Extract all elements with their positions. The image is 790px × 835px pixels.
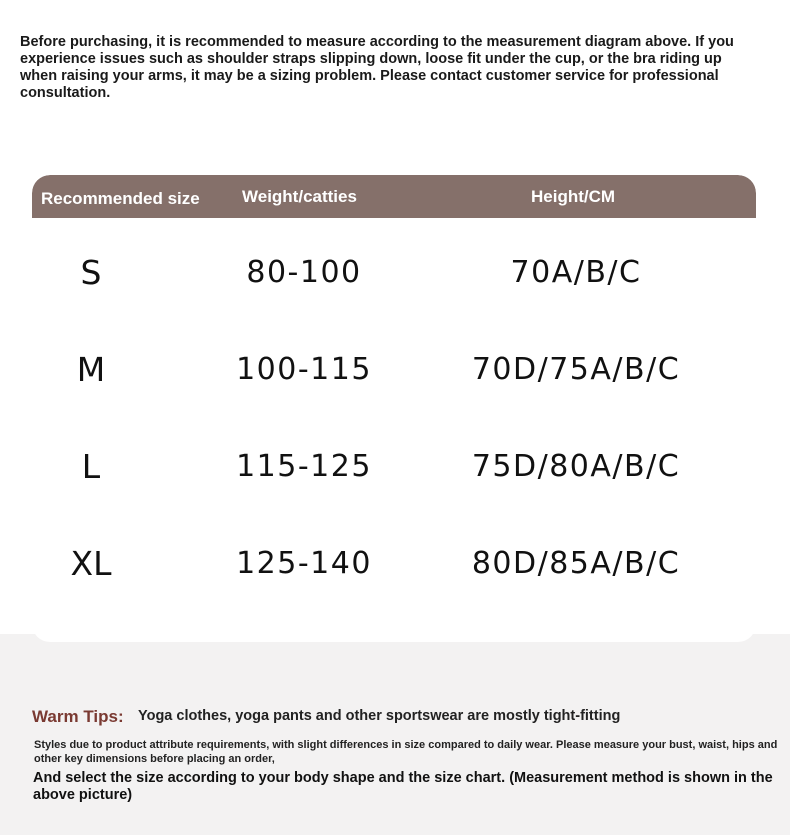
lower-background [0,634,790,835]
weight-cell: 80-100 [246,255,362,290]
height-cell: 80D/85A/B/C [471,546,681,581]
header-recommended-size: Recommended size [41,189,200,208]
size-cell: L [81,447,101,486]
table-header [32,175,756,218]
table-row [32,321,756,418]
warm-tips-label: Warm Tips: [32,707,124,726]
size-cell: M [76,350,106,389]
warm-tips-line-1: Yoga clothes, yoga pants and other sportswear are mostly tight-fitting [138,708,621,724]
size-chart-table [32,175,756,642]
height-cell: 70D/75A/B/C [471,352,681,387]
weight-cell: 115-125 [236,449,372,484]
warm-tips-line-2: Styles due to product attribute requirements, with slight differences in size compared to daily wear. Please measure your bust, waist, hips and other key dimensions before placing an order, [34,739,778,765]
header-weight: Weight/catties [242,187,357,206]
table-row [32,224,756,321]
warm-tips-line-3: And select the size according to your body shape and the size chart. (Measurement method is shown in the above picture) [33,770,773,803]
size-cell: XL [70,544,112,583]
intro-paragraph: Before purchasing, it is recommended to measure according to the measurement diagram above. If you experience issues such as shoulder straps slipping down, loose fit under the cup, or the bra riding up when raising your arms, it may be a sizing problem. Please contact customer service for professional consultation. [20,34,734,101]
weight-cell: 100-115 [236,352,372,387]
height-cell: 70A/B/C [510,255,642,290]
size-cell: S [80,253,102,292]
table-row [32,418,756,515]
weight-cell: 125-140 [236,546,372,581]
height-cell: 75D/80A/B/C [471,449,681,484]
header-height: Height/CM [531,187,616,206]
table-row [32,515,756,612]
